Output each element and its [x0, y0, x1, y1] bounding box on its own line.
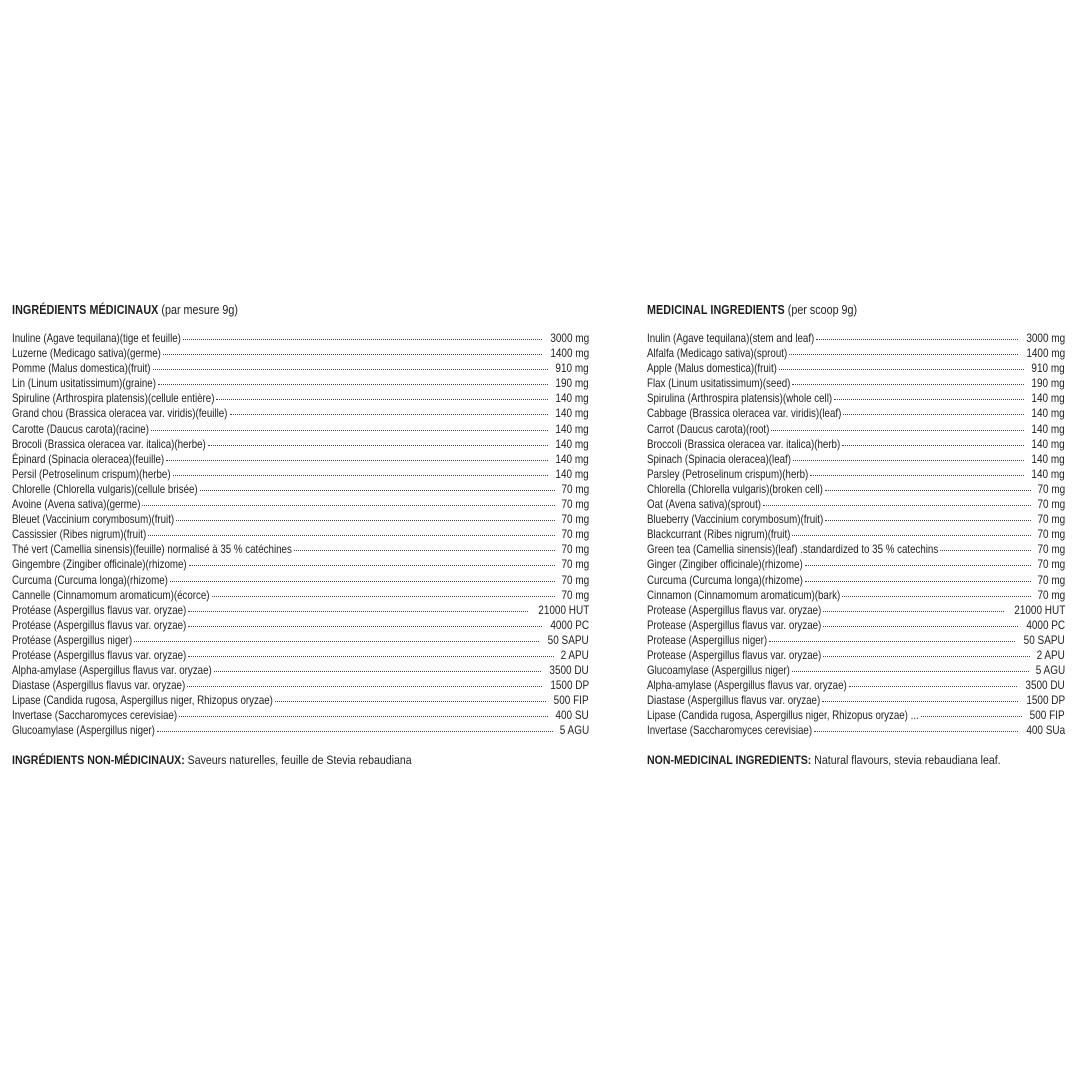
ingredient-name: Protease (Aspergillus niger) — [647, 633, 768, 647]
ingredient-row — [12, 663, 589, 678]
ingredient-name: Cinnamon (Cinnamomum aromaticum)(bark) — [647, 588, 841, 602]
dot-leader — [810, 475, 1024, 476]
english-non-medicinal-text: Natural flavours, stevia rebaudiana leaf. — [811, 752, 1001, 767]
ingredient-row — [647, 542, 1065, 557]
ingredient-row — [12, 452, 589, 467]
ingredient-name: Protéase (Aspergillus flavus var. oryzae) — [12, 603, 187, 617]
ingredient-row — [647, 467, 1065, 482]
dot-leader — [825, 490, 1031, 491]
ingredient-name: Alpha-amylase (Aspergillus flavus var. oryzae) — [647, 679, 847, 693]
ingredient-row — [12, 588, 589, 603]
ingredient-amount: 190 mg — [1031, 377, 1065, 391]
dot-leader — [825, 520, 1031, 521]
french-heading-serving: (par mesure 9g) — [158, 303, 238, 317]
ingredient-name: Protease (Aspergillus flavus var. oryzae) — [647, 648, 822, 662]
ingredient-name: Lipase (Candida rugosa, Aspergillus niger, Rhizopus oryzae) — [12, 694, 273, 708]
ingredient-name: Broccoli (Brassica oleracea var. italica)(herb) — [647, 437, 841, 451]
ingredient-name: Blackcurrant (Ribes nigrum)(fruit) — [647, 528, 791, 542]
english-ingredient-list — [647, 331, 1065, 739]
ingredient-row — [647, 361, 1065, 376]
english-non-medicinal-label: NON-MEDICINAL INGREDIENTS: — [647, 752, 812, 767]
ingredient-row — [647, 573, 1065, 588]
ingredient-row — [12, 557, 589, 572]
dot-leader — [849, 686, 1018, 687]
ingredient-row — [12, 693, 589, 708]
ingredient-amount: 3000 mg — [1026, 332, 1065, 345]
ingredient-row — [647, 512, 1065, 527]
ingredient-row — [12, 542, 589, 557]
ingredient-amount: 500 FIP — [1030, 709, 1065, 723]
ingredient-row — [12, 573, 589, 588]
ingredient-row — [647, 391, 1065, 406]
ingredient-name: Diastase (Aspergillus flavus var. oryzae) — [12, 679, 186, 693]
ingredient-row — [12, 361, 589, 376]
ingredient-amount: 1400 mg — [1026, 347, 1065, 361]
ingredient-amount: 70 mg — [1037, 528, 1065, 542]
dot-leader — [771, 430, 1024, 431]
dot-leader — [173, 475, 549, 476]
ingredient-row — [12, 497, 589, 512]
dot-leader — [200, 490, 555, 491]
ingredient-row — [12, 648, 589, 663]
dot-leader — [834, 399, 1024, 400]
ingredient-name: Protéase (Aspergillus niger) — [12, 633, 133, 647]
dot-leader — [769, 641, 1015, 642]
dot-leader — [179, 716, 548, 717]
english-heading-serving: (per scoop 9g) — [784, 303, 858, 317]
ingredient-name: Green tea (Camellia sinensis)(leaf) .standardized to 35 % catechins — [647, 543, 939, 557]
ingredient-row — [647, 648, 1065, 663]
dot-leader — [170, 581, 555, 582]
ingredient-amount: 140 mg — [555, 452, 589, 466]
ingredient-name: Flax (Linum usitatissimum)(seed) — [647, 377, 791, 391]
ingredient-row — [12, 527, 589, 542]
french-ingredients-panel — [12, 302, 589, 768]
ingredient-name: Spirulina (Arthrospira platensis)(whole cell) — [647, 392, 833, 406]
dot-leader — [792, 384, 1024, 385]
dot-leader — [183, 339, 542, 340]
ingredient-name: Protéase (Aspergillus flavus var. oryzae) — [12, 648, 187, 662]
ingredient-name: Lipase (Candida rugosa, Aspergillus niger, Rhizopus oryzae) ... — [647, 709, 919, 723]
ingredient-name: Invertase (Saccharomyces cerevisiae) — [647, 724, 813, 738]
english-heading-title: MEDICINAL INGREDIENTS — [647, 303, 785, 317]
french-non-medicinal-text: Saveurs naturelles, feuille de Stevia rebaudiana — [184, 752, 412, 767]
ingredient-row — [647, 437, 1065, 452]
ingredient-row — [647, 557, 1065, 572]
dot-leader — [142, 505, 554, 506]
ingredient-row — [647, 603, 1065, 618]
ingredient-amount: 70 mg — [561, 588, 589, 602]
ingredient-amount: 70 mg — [561, 498, 589, 512]
ingredient-name: Blueberry (Vaccinium corymbosum)(fruit) — [647, 513, 824, 527]
ingredient-name: Inulin (Agave tequilana)(stem and leaf) — [647, 332, 815, 345]
ingredient-amount: 21000 HUT — [1014, 603, 1065, 617]
ingredient-amount: 70 mg — [1037, 588, 1065, 602]
ingredient-amount: 50 SAPU — [1023, 633, 1065, 647]
dot-leader — [188, 626, 542, 627]
ingredient-row — [647, 633, 1065, 648]
dot-leader — [214, 671, 542, 672]
dot-leader — [792, 671, 1029, 672]
dot-leader — [294, 550, 555, 551]
ingredient-name: Chlorelle (Chlorella vulgaris)(cellule brisée) — [12, 482, 198, 496]
ingredient-amount: 70 mg — [1037, 482, 1065, 496]
ingredient-name: Inuline (Agave tequilana)(tige et feuille) — [12, 332, 181, 345]
dot-leader — [208, 445, 549, 446]
dot-leader — [176, 520, 555, 521]
ingredient-row — [12, 467, 589, 482]
ingredient-amount: 70 mg — [1037, 543, 1065, 557]
dot-leader — [805, 565, 1031, 566]
english-non-medicinal — [647, 752, 1006, 768]
dot-leader — [275, 701, 547, 702]
ingredient-row — [12, 603, 589, 618]
ingredient-row — [647, 527, 1065, 542]
ingredient-amount: 70 mg — [561, 573, 589, 587]
ingredient-amount: 140 mg — [555, 392, 589, 406]
dot-leader — [163, 354, 542, 355]
ingredient-name: Curcuma (Curcuma longa)(rhizome) — [647, 573, 803, 587]
ingredient-row — [647, 482, 1065, 497]
french-non-medicinal — [12, 752, 508, 768]
ingredient-amount: 140 mg — [555, 467, 589, 481]
dot-leader — [842, 445, 1024, 446]
dot-leader — [216, 399, 548, 400]
ingredient-amount: 4000 PC — [1026, 618, 1065, 632]
ingredient-row — [647, 406, 1065, 421]
dot-leader — [188, 611, 527, 612]
ingredient-amount: 70 mg — [1037, 498, 1065, 512]
dot-leader — [823, 626, 1018, 627]
ingredient-row — [647, 588, 1065, 603]
dot-leader — [134, 641, 539, 642]
dot-leader — [153, 369, 549, 370]
ingredient-amount: 4000 PC — [550, 618, 589, 632]
dot-leader — [793, 460, 1024, 461]
french-non-medicinal-label: INGRÉDIENTS NON-MÉDICINAUX: — [12, 752, 185, 767]
ingredient-row — [647, 708, 1065, 723]
ingredient-amount: 1400 mg — [550, 347, 589, 361]
ingredient-row — [12, 482, 589, 497]
dot-leader — [823, 656, 1030, 657]
ingredient-name: Brocoli (Brassica oleracea var. italica)(herbe) — [12, 437, 206, 451]
french-heading-title: INGRÉDIENTS MÉDICINAUX — [12, 303, 159, 317]
ingredient-name: Alfalfa (Medicago sativa)(sprout) — [647, 347, 788, 361]
french-ingredient-list — [12, 331, 589, 739]
english-ingredients-panel — [647, 302, 1065, 768]
ingredient-amount: 70 mg — [561, 528, 589, 542]
ingredient-row — [647, 346, 1065, 361]
dot-leader — [816, 339, 1018, 340]
dot-leader — [823, 611, 1003, 612]
ingredient-name: Luzerne (Medicago sativa)(germe) — [12, 347, 161, 361]
ingredient-row — [647, 618, 1065, 633]
ingredient-row — [647, 376, 1065, 391]
dot-leader — [779, 369, 1024, 370]
ingredient-name: Gingembre (Zingiber officinale)(rhizome) — [12, 558, 187, 572]
ingredient-amount: 910 mg — [1031, 362, 1065, 376]
ingredient-amount: 140 mg — [1031, 407, 1065, 421]
ingredient-name: Protease (Aspergillus flavus var. oryzae) — [647, 618, 822, 632]
ingredient-name: Persil (Petroselinum crispum)(herbe) — [12, 467, 171, 481]
ingredient-row — [12, 376, 589, 391]
dot-leader — [148, 535, 555, 536]
dot-leader — [158, 384, 548, 385]
ingredient-name: Glucoamylase (Aspergillus niger) — [12, 724, 155, 738]
dot-leader — [189, 565, 555, 566]
ingredient-amount: 140 mg — [1031, 422, 1065, 436]
dot-leader — [187, 686, 542, 687]
ingredient-row — [12, 331, 589, 346]
ingredient-row — [12, 633, 589, 648]
french-medicinal-heading — [12, 302, 508, 318]
ingredient-name: Parsley (Petroselinum crispum)(herb) — [647, 467, 809, 481]
ingredient-name: Épinard (Spinacia oleracea)(feuille) — [12, 452, 165, 466]
ingredient-amount: 400 SU — [555, 709, 589, 723]
ingredient-name: Pomme (Malus domestica)(fruit) — [12, 362, 151, 376]
ingredient-name: Grand chou (Brassica oleracea var. viridis)(feuille) — [12, 407, 228, 421]
ingredient-row — [647, 678, 1065, 693]
ingredient-amount: 140 mg — [555, 407, 589, 421]
ingredient-amount: 70 mg — [561, 513, 589, 527]
ingredient-row — [647, 497, 1065, 512]
ingredient-amount: 70 mg — [1037, 573, 1065, 587]
dot-leader — [792, 535, 1030, 536]
ingredient-name: Spinach (Spinacia oleracea)(leaf) — [647, 452, 791, 466]
ingredient-amount: 5 AGU — [1035, 664, 1065, 678]
ingredient-row — [12, 346, 589, 361]
ingredient-name: Diastase (Aspergillus flavus var. oryzae) — [647, 694, 821, 708]
ingredient-name: Lin (Linum usitatissimum)(graine) — [12, 377, 156, 391]
ingredient-amount: 140 mg — [1031, 452, 1065, 466]
ingredient-row — [647, 693, 1065, 708]
ingredient-row — [12, 512, 589, 527]
ingredient-amount: 70 mg — [561, 482, 589, 496]
ingredient-name: Cassissier (Ribes nigrum)(fruit) — [12, 528, 147, 542]
ingredient-name: Bleuet (Vaccinium corymbosum)(fruit) — [12, 513, 175, 527]
dot-leader — [151, 430, 548, 431]
ingredient-row — [12, 391, 589, 406]
ingredient-row — [12, 618, 589, 633]
ingredient-amount: 3500 DU — [549, 664, 589, 678]
dot-leader — [212, 596, 555, 597]
ingredient-row — [12, 678, 589, 693]
ingredient-row — [12, 422, 589, 437]
ingredient-name: Carrot (Daucus carota)(root) — [647, 422, 770, 436]
ingredient-row — [647, 663, 1065, 678]
ingredient-amount: 140 mg — [1031, 392, 1065, 406]
ingredient-row — [12, 723, 589, 738]
ingredient-amount: 70 mg — [561, 558, 589, 572]
dot-leader — [814, 731, 1018, 732]
ingredient-amount: 190 mg — [555, 377, 589, 391]
ingredient-amount: 2 APU — [1036, 648, 1065, 662]
ingredient-amount: 910 mg — [555, 362, 589, 376]
dot-leader — [843, 414, 1024, 415]
ingredient-amount: 400 SUa — [1026, 724, 1065, 738]
ingredient-name: Thé vert (Camellia sinensis)(feuille) normalisé à 35 % catéchines — [12, 543, 292, 557]
dot-leader — [842, 596, 1031, 597]
dot-leader — [822, 701, 1018, 702]
ingredient-name: Ginger (Zingiber officinale)(rhizome) — [647, 558, 803, 572]
ingredient-name: Protease (Aspergillus flavus var. oryzae) — [647, 603, 822, 617]
ingredient-amount: 70 mg — [1037, 558, 1065, 572]
ingredient-amount: 2 APU — [560, 648, 589, 662]
dot-leader — [921, 716, 1023, 717]
ingredient-name: Protéase (Aspergillus flavus var. oryzae) — [12, 618, 187, 632]
ingredient-name: Oat (Avena sativa)(sprout) — [647, 498, 762, 512]
ingredient-amount: 140 mg — [555, 422, 589, 436]
ingredient-amount: 70 mg — [1037, 513, 1065, 527]
ingredient-name: Cannelle (Cinnamomum aromaticum)(écorce) — [12, 588, 210, 602]
ingredient-amount: 3500 DU — [1025, 679, 1065, 693]
ingredient-name: Glucoamylase (Aspergillus niger) — [647, 664, 790, 678]
ingredient-amount: 21000 HUT — [538, 603, 589, 617]
dot-leader — [230, 414, 549, 415]
ingredient-row — [647, 723, 1065, 738]
ingredient-amount: 1500 DP — [1026, 694, 1065, 708]
dot-leader — [763, 505, 1031, 506]
ingredient-name: Cabbage (Brassica oleracea var. viridis)(leaf) — [647, 407, 842, 421]
ingredient-name: Carotte (Daucus carota)(racine) — [12, 422, 149, 436]
ingredient-row — [12, 406, 589, 421]
dot-leader — [789, 354, 1018, 355]
ingredient-amount: 140 mg — [1031, 437, 1065, 451]
dot-leader — [157, 731, 553, 732]
ingredient-amount: 1500 DP — [550, 679, 589, 693]
ingredient-amount: 50 SAPU — [547, 633, 589, 647]
ingredient-name: Spiruline (Arthrospira platensis)(cellule entière) — [12, 392, 215, 406]
ingredient-name: Curcuma (Curcuma longa)(rhizome) — [12, 573, 168, 587]
ingredient-row — [12, 437, 589, 452]
ingredient-amount: 500 FIP — [554, 694, 589, 708]
ingredient-amount: 5 AGU — [559, 724, 589, 738]
ingredient-name: Alpha-amylase (Aspergillus flavus var. oryzae) — [12, 664, 212, 678]
ingredient-amount: 3000 mg — [550, 332, 589, 345]
dot-leader — [166, 460, 548, 461]
ingredient-name: Avoine (Avena sativa)(germe) — [12, 498, 141, 512]
ingredient-row — [647, 331, 1065, 346]
ingredient-name: Chlorella (Chlorella vulgaris)(broken cell) — [647, 482, 823, 496]
ingredient-row — [647, 422, 1065, 437]
ingredient-name: Invertase (Saccharomyces cerevisiae) — [12, 709, 178, 723]
dot-leader — [940, 550, 1031, 551]
ingredient-amount: 140 mg — [1031, 467, 1065, 481]
ingredient-amount: 70 mg — [561, 543, 589, 557]
english-medicinal-heading — [647, 302, 1006, 318]
ingredient-amount: 140 mg — [555, 437, 589, 451]
ingredient-row — [647, 452, 1065, 467]
dot-leader — [188, 656, 554, 657]
ingredient-name: Apple (Malus domestica)(fruit) — [647, 362, 777, 376]
ingredient-row — [12, 708, 589, 723]
dot-leader — [805, 581, 1031, 582]
